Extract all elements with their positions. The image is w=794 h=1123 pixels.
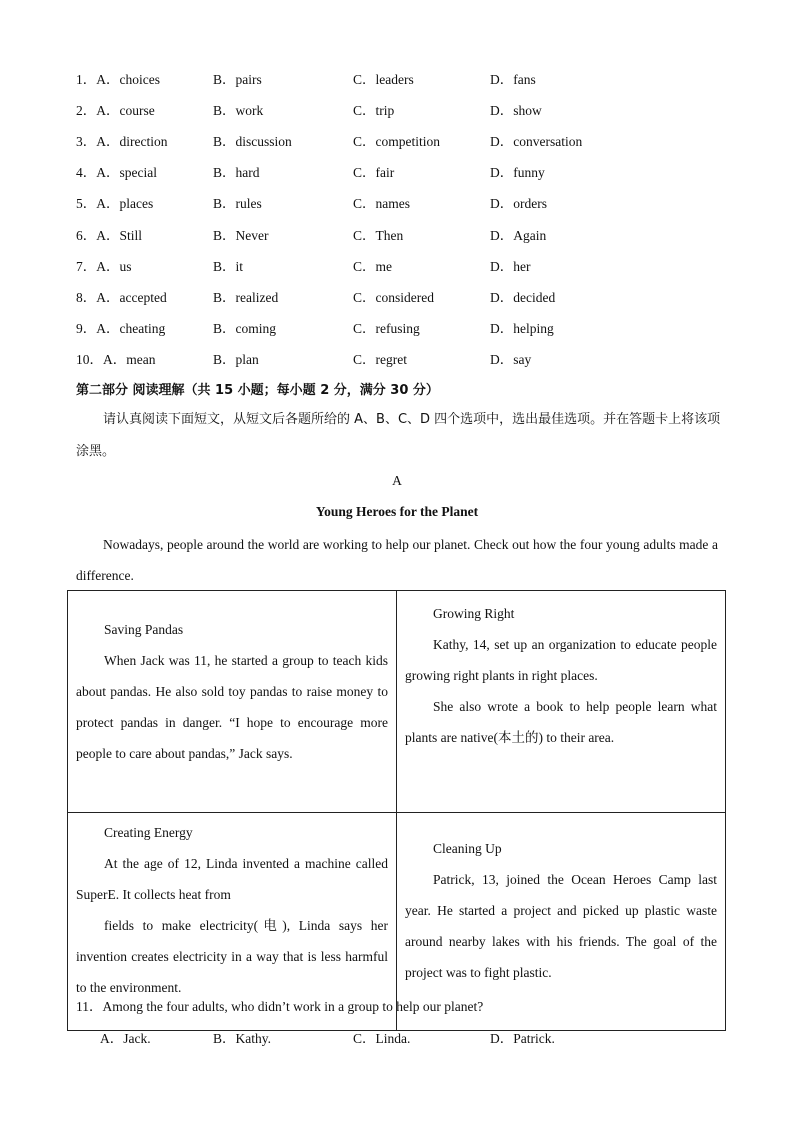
hero-cell-text: Patrick, 13, joined the Ocean Heroes Camp last year. He started a project and picked up plastic waste around nearby lakes with his friends. The goal of the project was to fight plastic.: [405, 872, 717, 980]
hero-cell-text: When Jack was 11, he started a group to teach kids about pandas. He also sold toy pandas to raise money to protect pandas in danger. “I hope to encourage more people to care about pandas,” Jack says.: [76, 653, 388, 761]
option-a: 9．A．cheating: [76, 321, 166, 336]
question-11-options: [100, 1027, 720, 1047]
option-a: 1．A．choices: [76, 72, 160, 87]
option-c: C．considered: [353, 290, 434, 305]
hero-cell-text: She also wrote a book to help people learn what plants are native(本土的) to their area.: [405, 699, 717, 745]
section-instructions: 请认真阅读下面短文，从短文后各题所给的 A、B、C、D 四个选项中，选出最佳选项。并在答题卡上将该项涂黑。: [76, 412, 721, 459]
section-title: 第二部分 阅读理解（共 15 小题；每小题 2 分，满分 30 分）: [76, 383, 439, 398]
option-b: B．hard: [213, 165, 260, 180]
hero-cell-text: fields to make electricity(电), Linda says her invention creates electricity in a way that is less harmful to the environment.: [76, 918, 388, 995]
hero-cell-text: At the age of 12, Linda invented a machine called SuperE. It collects heat from: [76, 856, 388, 902]
option-d: D．conversation: [490, 134, 583, 149]
option-row: [76, 348, 716, 368]
option-row: [76, 317, 716, 337]
question-11: 11．Among the four adults, who didn’t work in a group to help our planet?: [76, 999, 484, 1014]
answer-option-b[interactable]: B．Kathy.: [213, 1031, 271, 1046]
hero-cell-saving-pandas: [68, 591, 397, 813]
option-d: D．show: [490, 103, 542, 118]
option-row: [76, 286, 716, 306]
option-b: B．Never: [213, 228, 269, 243]
option-b: B．it: [213, 259, 244, 274]
option-c: C．trip: [353, 103, 395, 118]
passage-title: Young Heroes for the Planet: [315, 504, 479, 519]
option-a: 7．A．us: [76, 259, 132, 274]
hero-cell-growing-right: [397, 591, 726, 813]
option-b: B．discussion: [213, 134, 292, 149]
option-a: 2．A．course: [76, 103, 155, 118]
option-row: [76, 192, 716, 212]
option-c: C．fair: [353, 165, 395, 180]
hero-cell-title: Creating Energy: [104, 825, 193, 840]
option-d: D．Again: [490, 228, 547, 243]
option-d: D．orders: [490, 196, 547, 211]
option-row: [76, 99, 716, 119]
option-c: C．names: [353, 196, 410, 211]
answer-option-d[interactable]: D．Patrick.: [490, 1031, 555, 1046]
answer-option-a[interactable]: A．Jack.: [100, 1031, 151, 1046]
option-b: B．plan: [213, 352, 259, 367]
option-a: 8．A．accepted: [76, 290, 167, 305]
option-row: [76, 255, 716, 275]
option-row: [76, 68, 716, 88]
option-b: B．realized: [213, 290, 279, 305]
option-d: D．her: [490, 259, 531, 274]
passage-intro: Nowadays, people around the world are working to help our planet. Check out how the four young adults made a difference.: [76, 537, 718, 583]
option-row: [76, 224, 716, 244]
option-b: B．work: [213, 103, 264, 118]
answer-option-c[interactable]: C．Linda.: [353, 1031, 411, 1046]
option-row: [76, 130, 716, 150]
option-b: B．coming: [213, 321, 276, 336]
option-a: 4．A．special: [76, 165, 157, 180]
option-row: [76, 161, 716, 181]
option-b: B．rules: [213, 196, 262, 211]
option-a: 10．A．mean: [76, 352, 156, 367]
passage-letter: A: [392, 473, 402, 488]
hero-cell-title: Cleaning Up: [433, 841, 502, 856]
option-a: 5．A．places: [76, 196, 154, 211]
hero-cell-title: Saving Pandas: [104, 622, 184, 637]
option-b: B．pairs: [213, 72, 262, 87]
hero-cell-title: Growing Right: [433, 606, 515, 621]
option-d: D．decided: [490, 290, 556, 305]
option-d: D．say: [490, 352, 532, 367]
option-a: 3．A．direction: [76, 134, 168, 149]
option-c: C．refusing: [353, 321, 420, 336]
option-c: C．Then: [353, 228, 404, 243]
option-d: D．helping: [490, 321, 554, 336]
option-d: D．funny: [490, 165, 545, 180]
option-a: 6．A．Still: [76, 228, 143, 243]
heroes-table: [67, 590, 726, 1031]
option-c: C．leaders: [353, 72, 414, 87]
hero-cell-text: Kathy, 14, set up an organization to educate people growing right plants in right places.: [405, 637, 717, 683]
option-d: D．fans: [490, 72, 536, 87]
option-c: C．competition: [353, 134, 440, 149]
option-c: C．regret: [353, 352, 407, 367]
option-c: C．me: [353, 259, 392, 274]
